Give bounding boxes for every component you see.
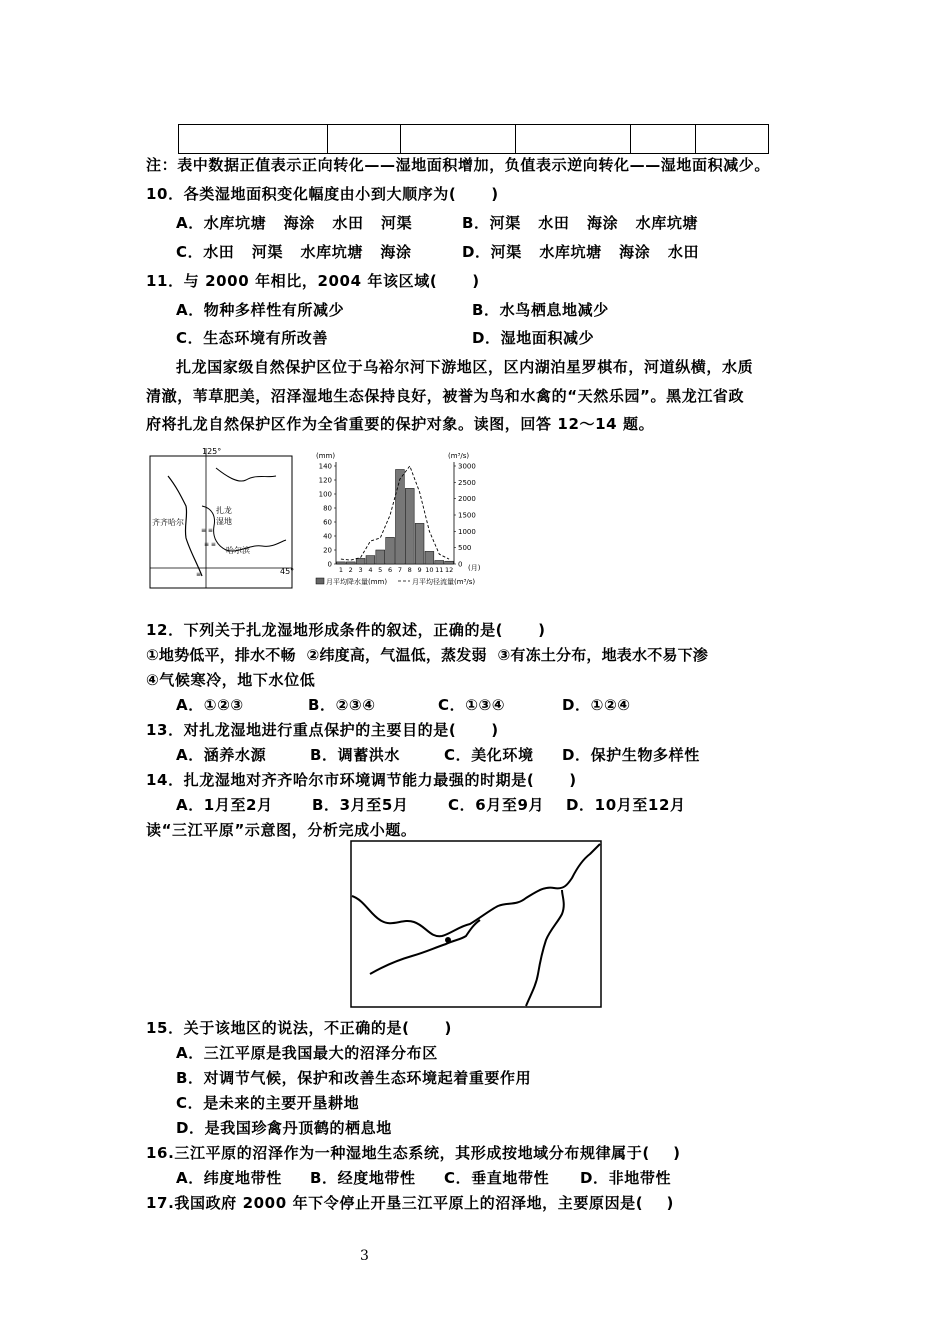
table-cell <box>631 125 696 154</box>
x-axis-unit: (月) <box>468 564 481 572</box>
left-tick-label: 40 <box>323 532 332 541</box>
q12-stem: 12．下列关于扎龙湿地形成条件的叙述，正确的是( ) <box>146 621 546 639</box>
x-tick-label: 3 <box>358 566 363 574</box>
marsh-symbol: ≡ <box>196 571 202 578</box>
data-table-fragment <box>178 124 769 154</box>
sanjiang-plain-map <box>350 840 602 1010</box>
left-tick-label: 20 <box>323 546 332 555</box>
precip-bar-9 <box>415 523 424 564</box>
table-note: 注：表中数据正值表示正向转化——湿地面积增加，负值表示逆向转化——湿地面积减少。 <box>146 156 771 174</box>
longitude-label: 125° <box>202 447 222 456</box>
latitude-label: 45° <box>280 567 295 576</box>
right-axis-label: (m³/s) <box>448 452 470 460</box>
q16-option-d: D．非地带性 <box>580 1169 672 1187</box>
left-axis-label: (mm) <box>316 452 336 460</box>
zhalong-location-map <box>146 446 298 592</box>
precip-bar-1 <box>337 562 346 564</box>
passage-line-1: 扎龙国家级自然保护区位于乌裕尔河下游地区，区内湖泊星罗棋布，河道纵横，水质 <box>176 358 754 376</box>
q12-option-d: D．①②④ <box>562 696 631 714</box>
x-tick-label: 5 <box>378 566 383 574</box>
x-tick-label: 4 <box>368 566 373 574</box>
right-tick-label: 2500 <box>458 478 476 487</box>
right-tick-label: 1000 <box>458 527 476 536</box>
climate-runoff-chart <box>306 446 488 592</box>
q10-stem: 10．各类湿地面积变化幅度由小到大顺序为( ) <box>146 185 499 203</box>
q14-option-a: A．1月至2月 <box>176 796 273 814</box>
q11-option-b: B．水鸟栖息地减少 <box>472 301 609 319</box>
q15-stem: 15．关于该地区的说法，不正确的是( ) <box>146 1019 452 1037</box>
q17-stem: 17.我国政府 2000 年下令停止开垦三江平原上的沼泽地，主要原因是( ) <box>146 1194 674 1212</box>
q13-option-b: B．调蓄洪水 <box>310 746 401 764</box>
q15-option-d: D．是我国珍禽丹顶鹤的栖息地 <box>176 1119 392 1137</box>
x-tick-label: 2 <box>348 566 353 574</box>
q12-option-a: A．①②③ <box>176 696 244 714</box>
x-tick-label: 8 <box>407 566 412 574</box>
q16-stem: 16.三江平原的沼泽作为一种湿地生态系统，其形成按地域分布规律属于( ) <box>146 1144 681 1162</box>
page-number: 3 <box>360 1248 369 1264</box>
label-wetland: 湿地 <box>216 517 232 526</box>
city-harbin: 哈尔滨 <box>226 546 250 555</box>
left-tick-label: 0 <box>327 560 332 569</box>
q11-option-a: A．物种多样性有所减少 <box>176 301 345 319</box>
q13-option-d: D．保护生物多样性 <box>562 746 700 764</box>
sanjiang-intro: 读“三江平原”示意图，分析完成小题。 <box>146 821 417 839</box>
q10-option-a: A．水库坑塘 海涂 水田 河渠 <box>176 214 413 232</box>
q10-option-c: C．水田 河渠 水库坑塘 海涂 <box>176 243 412 261</box>
q12-option-b: B．②③④ <box>308 696 376 714</box>
q14-option-c: C．6月至9月 <box>448 796 545 814</box>
precip-bar-8 <box>405 488 414 564</box>
x-tick-label: 11 <box>435 566 444 574</box>
q11-stem: 11．与 2000 年相比，2004 年该区域( ) <box>146 272 480 290</box>
legend-bar-swatch <box>316 578 324 584</box>
precip-bar-5 <box>376 550 385 564</box>
q12-statements-1: ①地势低平，排水不畅 ②纬度高，气温低，蒸发弱 ③有冻土分布，地表水不易下渗 <box>146 646 708 664</box>
legend-line-label: 月平均径流量(m³/s) <box>412 578 476 586</box>
right-tick-label: 500 <box>458 544 472 553</box>
city-qiqihar: 齐齐哈尔 <box>152 518 184 527</box>
precip-bar-3 <box>356 558 365 564</box>
left-tick-label: 100 <box>318 490 332 499</box>
label-zhalong: 扎龙 <box>216 506 232 515</box>
precip-bar-11 <box>435 561 444 565</box>
right-tick-label: 0 <box>458 560 463 569</box>
precip-bar-4 <box>366 556 375 564</box>
q15-option-b: B．对调节气候，保护和改善生态环境起着重要作用 <box>176 1069 532 1087</box>
table-cell <box>516 125 631 154</box>
left-tick-label: 80 <box>323 504 332 513</box>
precip-bar-12 <box>445 561 454 564</box>
q16-option-a: A．纬度地带性 <box>176 1169 282 1187</box>
marsh-symbol: ≡ ≡ <box>201 527 213 534</box>
precip-bar-6 <box>386 537 395 564</box>
q13-option-a: A．涵养水源 <box>176 746 267 764</box>
passage-line-2: 清澈，苇草肥美，沼泽湿地生态保持良好，被誉为鸟和水禽的“天然乐园”。黑龙江省政 <box>146 387 745 405</box>
right-tick-label: 1500 <box>458 511 476 520</box>
river-branch <box>216 468 276 481</box>
right-tick-label: 2000 <box>458 495 476 504</box>
q13-option-c: C．美化环境 <box>444 746 534 764</box>
q16-option-b: B．经度地带性 <box>310 1169 416 1187</box>
q11-option-c: C．生态环境有所改善 <box>176 329 329 347</box>
q10-option-b: B．河渠 水田 海涂 水库坑塘 <box>462 214 699 232</box>
q16-option-c: C．垂直地带性 <box>444 1169 550 1187</box>
precip-bar-10 <box>425 551 434 564</box>
q13-stem: 13．对扎龙湿地进行重点保护的主要目的是( ) <box>146 721 499 739</box>
left-tick-label: 60 <box>323 518 332 527</box>
x-tick-label: 10 <box>425 566 434 574</box>
q12-statements-2: ④气候寒冷，地下水位低 <box>146 671 316 689</box>
precip-bar-7 <box>396 470 405 565</box>
table-cell <box>696 125 769 154</box>
q12-option-c: C．①③④ <box>438 696 506 714</box>
q11-option-d: D．湿地面积减少 <box>472 329 595 347</box>
marsh-symbol: ≡ ≡ <box>204 541 216 548</box>
x-tick-label: 12 <box>444 566 454 574</box>
table-cell <box>179 125 328 154</box>
chart-plot-area <box>319 462 476 574</box>
x-tick-label: 1 <box>338 566 343 574</box>
precip-bar-2 <box>346 562 355 564</box>
q14-option-b: B．3月至5月 <box>312 796 409 814</box>
q15-option-a: A．三江平原是我国最大的沼泽分布区 <box>176 1044 438 1062</box>
confluence-marker <box>445 937 451 943</box>
right-tick-label: 3000 <box>458 462 476 471</box>
left-tick-label: 140 <box>318 462 332 471</box>
x-tick-label: 6 <box>388 566 393 574</box>
runoff-line <box>341 466 449 560</box>
q14-option-d: D．10月至12月 <box>566 796 686 814</box>
q15-option-c: C．是未来的主要开垦耕地 <box>176 1094 360 1112</box>
left-tick-label: 120 <box>318 476 332 485</box>
passage-line-3: 府将扎龙自然保护区作为全省重要的保护对象。读图，回答 12～14 题。 <box>146 415 655 433</box>
q10-option-d: D．河渠 水库坑塘 海涂 水田 <box>462 243 700 261</box>
x-tick-label: 7 <box>397 566 402 574</box>
q14-stem: 14．扎龙湿地对齐齐哈尔市环境调节能力最强的时期是( ) <box>146 771 577 789</box>
table-cell <box>401 125 516 154</box>
table-row <box>179 125 769 154</box>
table-cell <box>328 125 401 154</box>
x-tick-label: 9 <box>417 566 422 574</box>
legend-bar-label: 月平均降水量(mm) <box>326 578 388 586</box>
